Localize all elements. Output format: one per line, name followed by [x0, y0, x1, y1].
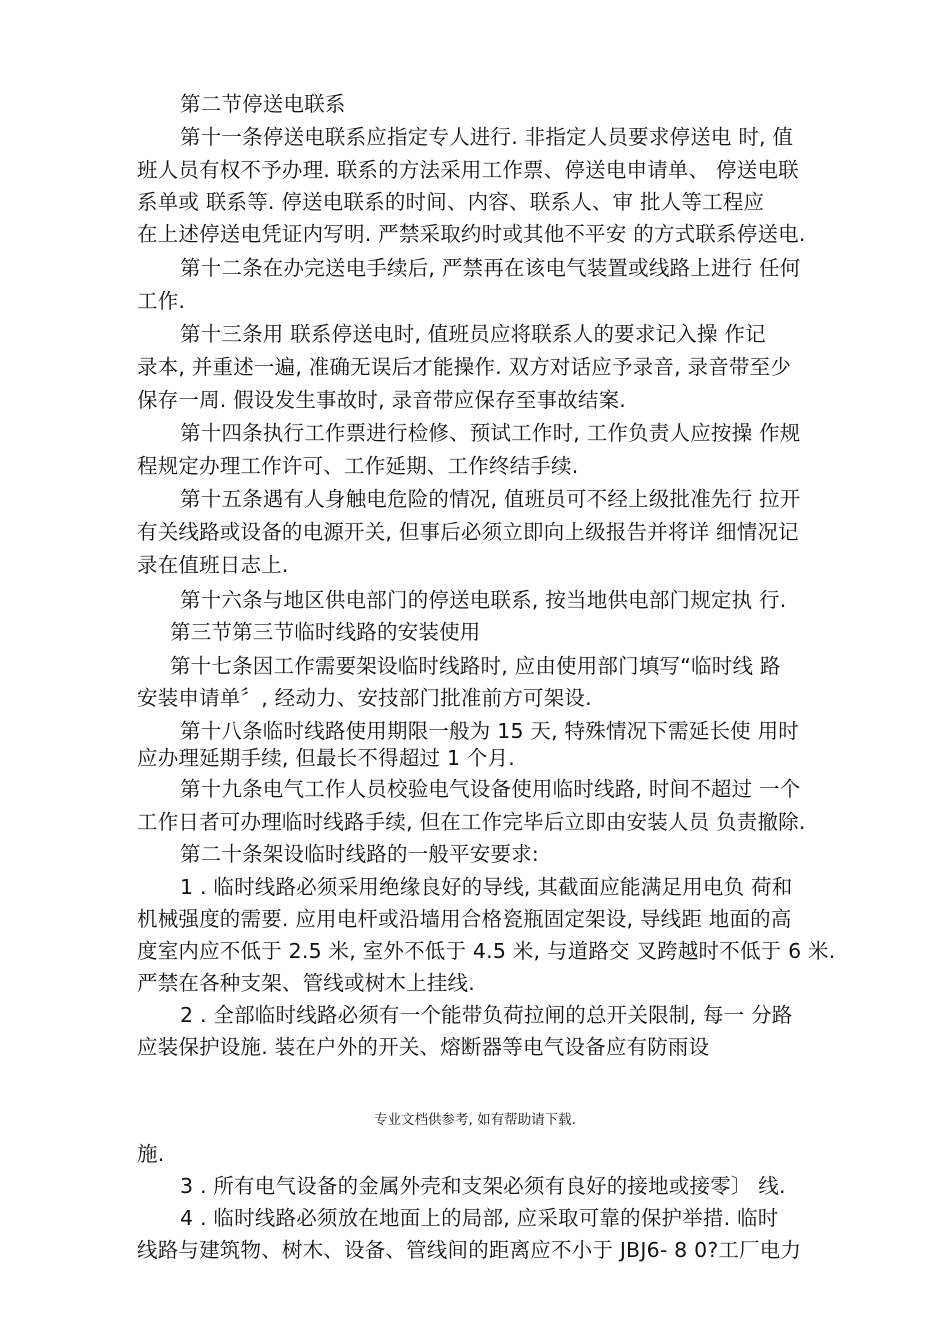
- text-line: 有关线路或设备的电源开关, 但事后必须立即向上级报告并将详 细情况记: [137, 520, 799, 544]
- text-line: 录在值班日志上.: [137, 553, 289, 577]
- text-line: 施.: [137, 1142, 165, 1166]
- text-line: 第十四条执行工作票进行检修、预试工作时, 工作负责人应按操 作规: [180, 421, 801, 445]
- text-line: 第十九条电气工作人员校验电气设备使用临时线路, 时间不超过 一个: [180, 777, 801, 801]
- text-line: 第二节停送电联系: [180, 92, 346, 116]
- text-line: 第十五条遇有人身触电危险的情况, 值班员可不经上级批准先行 拉开: [180, 487, 801, 511]
- text-line: 第十七条因工作需要架设临时线路时, 应由使用部门填写“临时线 路: [170, 654, 781, 678]
- text-line: 3 . 所有电气设备的金属外壳和支架必须有良好的接地或接零〕 线.: [180, 1174, 786, 1198]
- page-footer-note: 专业文档供参考, 如有帮助请下载.: [374, 1112, 576, 1128]
- text-line: 安装申请单〞, 经动力、安技部门批准前方可架设.: [137, 686, 592, 710]
- text-line: 程规定办理工作许可、工作延期、工作终结手续.: [137, 454, 579, 478]
- text-line: 1 . 临时线路必须采用绝缘良好的导线, 其截面应能满足用电负 荷和: [180, 875, 793, 899]
- text-line: 机械强度的需要. 应用电杆或沿墙用合格瓷瓶固定架设, 导线距 地面的高: [137, 907, 792, 931]
- text-line: 2 . 全部临时线路必须有一个能带负荷拉闸的总开关限制, 每一 分路: [180, 1003, 793, 1027]
- text-line: 系单或 联系等. 停送电联系的时间、内容、联系人、审 批人等工程应: [137, 190, 765, 214]
- text-line: 录本, 并重述一遍, 准确无误后才能操作. 双方对话应予录音, 录音带至少: [137, 355, 792, 379]
- text-line: 4 . 临时线路必须放在地面上的局部, 应采取可靠的保护举措. 临时: [180, 1206, 779, 1230]
- text-line: 工作.: [137, 289, 186, 313]
- text-line: 第十六条与地区供电部门的停送电联系, 按当地供电部门规定执 行.: [180, 588, 787, 612]
- text-line: 保存一周. 假设发生事故时, 录音带应保存至事故结案.: [137, 388, 626, 412]
- text-line: 第十一条停送电联系应指定专人进行. 非指定人员要求停送电 时, 值: [180, 125, 794, 149]
- text-line: 线路与建筑物、树木、设备、管线间的距离应不小于 JBJ6- 8 0?工厂电力: [137, 1238, 802, 1262]
- text-line: 在上述停送电凭证内写明. 严禁采取约时或其他不平安 的方式联系停送电.: [137, 222, 806, 246]
- text-line: 班人员有权不予办理. 联系的方法采用工作票、停送电申请单、 停送电联: [137, 158, 799, 182]
- text-line: 第十八条临时线路使用期限一般为 15 天, 特殊情况下需延长使 用时: [180, 719, 799, 743]
- text-line: 第二十条架设临时线路的一般平安要求:: [180, 842, 540, 866]
- text-line: 第三节第三节临时线路的安装使用: [170, 620, 481, 644]
- text-line: 工作日者可办理临时线路手续, 但在工作完毕后立即由安装人员 负责撤除.: [137, 810, 806, 834]
- text-line: 第十三条用 联系停送电时, 值班员应将联系人的要求记入操 作记: [180, 322, 766, 346]
- text-line: 应装保护设施. 装在户外的开关、熔断器等电气设备应有防雨设: [137, 1035, 710, 1059]
- text-line: 严禁在各种支架、管线或树木上挂线.: [137, 971, 475, 995]
- text-line: 应办理延期手续, 但最长不得超过 1 个月.: [137, 746, 516, 770]
- text-line: 度室内应不低于 2.5 米, 室外不低于 4.5 米, 与道路交 叉跨越时不低于 6 米.: [137, 939, 836, 963]
- text-line: 第十二条在办完送电手续后, 严禁再在该电气装置或线路上进行 任何: [180, 256, 801, 280]
